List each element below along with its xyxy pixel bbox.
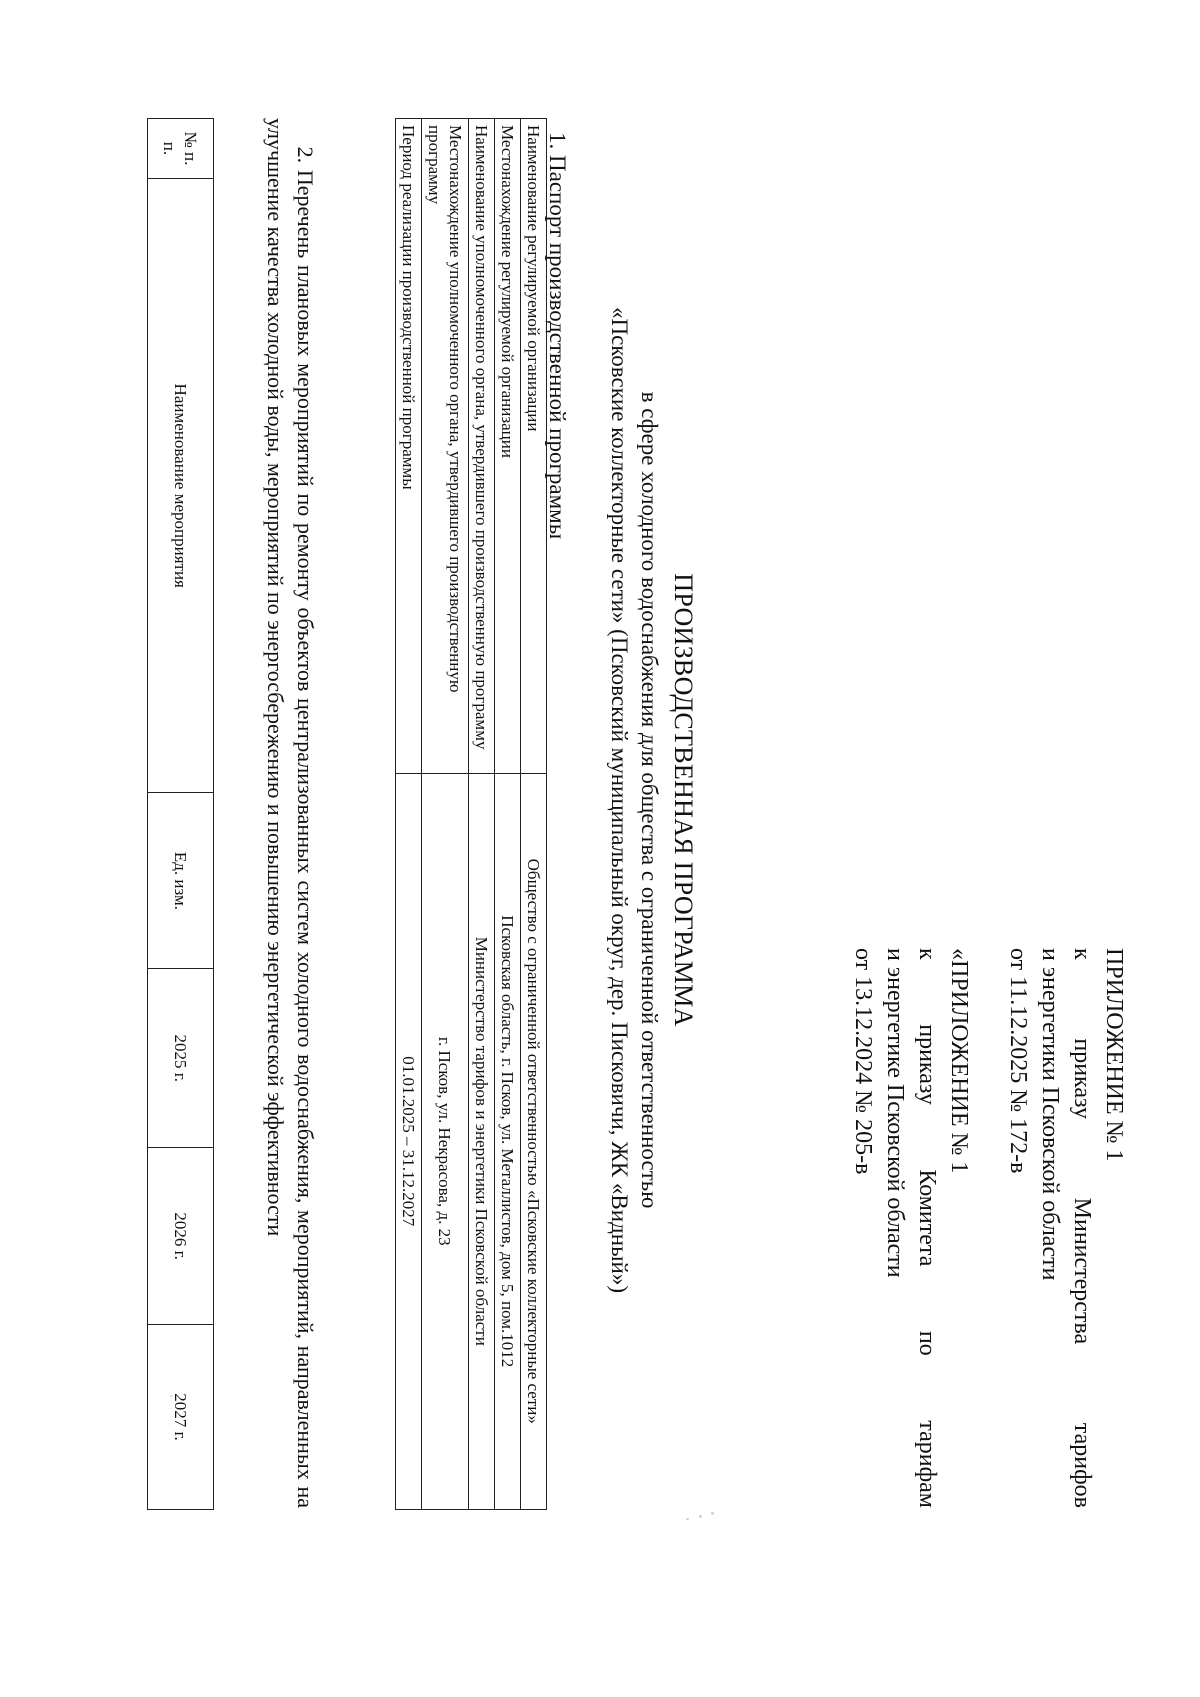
table-cell-value: Общество с ограниченной ответственностью «Псковские коллекторные сети» — [521, 773, 547, 1509]
table-cell-label: Наименование уполномоченного органа, утвердившего производственную программу — [469, 119, 495, 774]
events-table — [147, 118, 214, 1510]
table-row — [396, 119, 422, 1510]
approval-word: Комитета — [914, 1169, 940, 1267]
table-row — [422, 119, 469, 1510]
table-cell-value: Псковская область, г. Псков, ул. Металлистов, дом 5, пом.1012 — [495, 773, 521, 1509]
header-cell-num: № п. п. — [148, 119, 214, 179]
document-title: ПРОИЗВОДСТВЕННАЯ ПРОГРАММА — [669, 573, 698, 1027]
approval-line: и энергетики Псковской области — [1037, 948, 1063, 1281]
approval-block-2 — [847, 948, 975, 1508]
table-row — [495, 119, 521, 1510]
section-1-heading: 1. Паспорт производственной программы — [545, 132, 570, 540]
table-cell-label: Период реализации производственной программы — [396, 119, 422, 774]
header-cell-unit: Ед. изм. — [148, 793, 214, 969]
table-row — [469, 119, 495, 1510]
table-cell-value: 01.01.2025 – 31.12.2027 — [396, 773, 422, 1509]
header-cell-2027: 2027 г. — [148, 1325, 214, 1510]
approval-word: к — [914, 948, 940, 960]
approval-word: к — [1069, 948, 1095, 960]
approval-date: от 11.12.2025 № 172-в — [1005, 948, 1031, 1174]
approval-line — [911, 948, 943, 1508]
scan-speck — [711, 1512, 714, 1515]
approval-word: приказу — [914, 1024, 940, 1105]
header-cell-2025: 2025 г. — [148, 969, 214, 1148]
approval-line: и энергетике Псковской области — [882, 948, 908, 1278]
approval-word: тарифам — [914, 1420, 940, 1508]
table-cell-label: Местонахождение уполномоченного органа, утвердившего производственную программу — [422, 119, 469, 774]
approval-title: «ПРИЛОЖЕНИЕ № 1 — [946, 948, 972, 1174]
document-page — [120, 0, 1200, 1560]
table-cell-label: Наименование регулируемой организации — [521, 119, 547, 774]
document-subtitle-2: «Псковские коллекторные сети» (Псковский муниципальный округ, дер. Писковичи, ЖК «Видный») — [607, 306, 632, 1294]
approval-date: от 13.12.2024 № 205-в — [850, 948, 876, 1175]
table-cell-label: Местонахождение регулируемой организации — [495, 119, 521, 774]
approval-title: ПРИЛОЖЕНИЕ № 1 — [1101, 948, 1127, 1162]
scan-speck — [699, 1515, 702, 1518]
table-cell-value: Министерство тарифов и энергетики Псковской области — [469, 773, 495, 1509]
table-header-row — [148, 119, 214, 1510]
table-row — [521, 119, 547, 1510]
approval-word: приказу — [1069, 1038, 1095, 1119]
approval-word: по — [914, 1330, 940, 1356]
header-cell-2026: 2026 г. — [148, 1148, 214, 1325]
approval-word: тарифов — [1069, 1422, 1095, 1508]
document-subtitle-1: в сфере холодного водоснабжения для общества с ограниченной ответственностью — [637, 391, 662, 1209]
approval-block-1 — [1002, 948, 1130, 1508]
section-2-heading: 2. Перечень плановых мероприятий по ремонту объектов централизованных систем холодного водоснабжения, мероприятий, направленных на улучшение качества холодной воды, мероприятий по энергосбережению и повышению энергетической эффективности — [263, 118, 318, 1508]
approval-line — [1066, 948, 1098, 1508]
scan-speck — [686, 1518, 689, 1520]
passport-table — [395, 118, 547, 1510]
approval-word: Министерства — [1069, 1197, 1095, 1345]
header-cell-name: Наименование мероприятия — [148, 178, 214, 793]
table-cell-value: г. Псков, ул. Некрасова, д. 23 — [422, 773, 469, 1509]
